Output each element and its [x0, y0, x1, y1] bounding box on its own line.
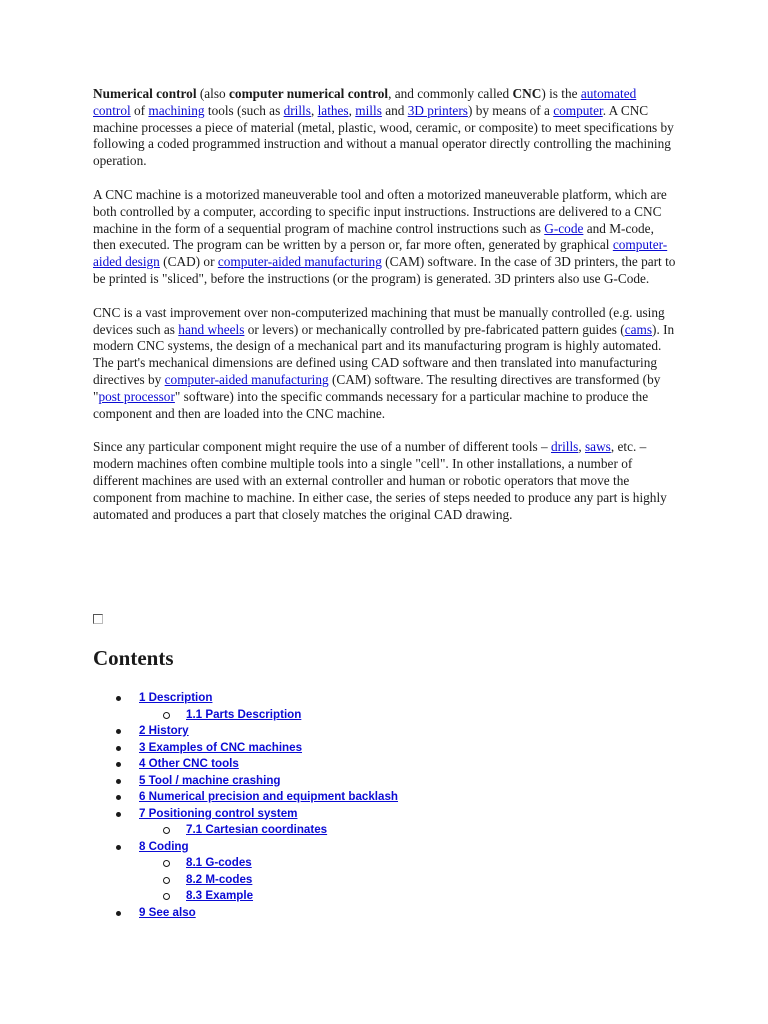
text-run: A CNC machine is a motorized maneuverable tool and often a motorized maneuverable platform, which are both controlled by a computer, according to specific input instructions. Instructions are delivered to a CNC machine in the form of a sequential program of machine control instructions such as: [93, 186, 667, 236]
toc-link[interactable]: 6 Numerical precision and equipment backlash: [139, 790, 399, 803]
toc-toggle-checkbox[interactable]: [93, 614, 103, 624]
paragraph-improvement: [93, 305, 677, 423]
text-run: Since any particular component might require the use of a number of different tools –: [93, 439, 551, 455]
toc-subitem: [93, 822, 677, 839]
inline-link[interactable]: saws: [585, 439, 611, 455]
text-run: tools (such as: [204, 102, 284, 118]
text-run: and M-code, then executed. The program can be written by a person or, far more often, generated by graphical: [93, 220, 654, 253]
toc-link[interactable]: 8.2 M-codes: [186, 872, 253, 886]
text-run: ). In modern CNC systems, the design of a mechanical part and its manufacturing program is highly automated. The part's mechanical dimensions are defined using CAD software and then translated into manufacturing directives by: [93, 321, 675, 387]
toc-item: [93, 806, 677, 823]
hollow-bullet-icon: [163, 827, 170, 834]
text-run: ,: [310, 102, 318, 118]
text-run: , etc. – modern machines often combine multiple tools into a single "cell". In other installations, a number of different machines are used with an external controller and human or robotic operators that move the component from machine to machine. In either case, the series of steps needed to produce any part is highly automated and produces a part that closely matches the original CAD drawing.: [93, 439, 667, 522]
inline-link[interactable]: drills: [551, 439, 579, 455]
inline-link[interactable]: computer-aided manufacturing: [217, 254, 382, 270]
toc-item: [93, 690, 677, 707]
table-of-contents: [93, 690, 677, 921]
text-run: (CAM) software. The resulting directives are transformed (by ": [93, 371, 661, 404]
text-run: " software) into the specific commands necessary for a particular machine to produce the component and then are loaded into the CNC machine.: [93, 388, 649, 421]
toc-link[interactable]: 3 Examples of CNC machines: [139, 740, 303, 754]
bullet-icon: [116, 779, 121, 784]
text-run: or levers) or mechanically controlled by pre-fabricated pattern guides (: [244, 321, 625, 337]
inline-link[interactable]: lathes: [317, 102, 349, 118]
inline-link[interactable]: post processor: [98, 388, 175, 404]
text-run: (also: [196, 86, 230, 101]
bold-term: CNC: [512, 86, 542, 101]
toc-item: [93, 789, 677, 806]
bullet-icon: [116, 812, 121, 817]
text-run: ,: [348, 102, 356, 118]
text-run: and: [381, 102, 408, 118]
toc-link[interactable]: 9 See also: [139, 905, 196, 919]
paragraph-multiple-tools: [93, 439, 677, 523]
inline-link[interactable]: computer-aided manufacturing: [164, 371, 329, 387]
article-body: [93, 86, 677, 919]
paragraph-cnc-machine: [93, 187, 677, 288]
bold-term: Numerical control: [93, 86, 197, 101]
bullet-icon: [116, 911, 121, 916]
toc-link[interactable]: 8.1 G-codes: [186, 856, 252, 869]
text-run: , and commonly called: [388, 86, 513, 101]
text-run: ) by means of a: [467, 102, 554, 118]
inline-link[interactable]: 3D printers: [407, 102, 468, 118]
toc-link[interactable]: 8.3 Example: [186, 889, 254, 902]
inline-link[interactable]: drills: [283, 102, 311, 118]
hollow-bullet-icon: [163, 877, 170, 884]
toc-item: [93, 839, 677, 856]
text-run: of: [130, 102, 149, 118]
bullet-icon: [116, 762, 121, 767]
toc-item: [93, 740, 677, 757]
bullet-icon: [116, 845, 121, 850]
inline-link[interactable]: machining: [148, 102, 205, 118]
inline-link[interactable]: automated control: [93, 86, 637, 118]
bullet-icon: [116, 696, 121, 701]
toc-link[interactable]: 7 Positioning control system: [139, 806, 298, 820]
bullet-icon: [116, 795, 121, 800]
inline-link[interactable]: computer-aided design: [93, 237, 668, 270]
inline-link[interactable]: hand wheels: [178, 321, 245, 337]
hollow-bullet-icon: [163, 893, 170, 900]
bullet-icon: [116, 746, 121, 751]
toc-link[interactable]: 5 Tool / machine crashing: [139, 773, 281, 787]
toc-item: [93, 723, 677, 740]
paragraph-intro: [93, 86, 677, 170]
text-run: (CAM) software. In the case of 3D printers, the part to be printed is "sliced", before the instructions (or the program) is generated. 3D printers also use G-Code.: [93, 254, 676, 286]
text-run: . A CNC machine processes a piece of material (metal, plastic, wood, ceramic, or composite) to meet specifications by following a coded programmed instruction and without a manual operator directly controlling the machining operation.: [93, 102, 674, 169]
hollow-bullet-icon: [163, 712, 170, 719]
inline-link[interactable]: computer: [553, 102, 603, 118]
toc-link[interactable]: 7.1 Cartesian coordinates: [186, 823, 328, 836]
toc-subitem: [93, 872, 677, 889]
toc-link[interactable]: 1 Description: [139, 691, 213, 704]
toc-subitem: [93, 855, 677, 872]
inline-link[interactable]: mills: [355, 102, 382, 118]
bullet-icon: [116, 729, 121, 734]
inline-link[interactable]: cams: [624, 321, 653, 337]
toc-subitem: [93, 888, 677, 905]
toc-item: [93, 905, 677, 922]
inline-link[interactable]: G-code: [544, 220, 584, 236]
bold-term: computer numerical control: [229, 86, 389, 101]
hollow-bullet-icon: [163, 860, 170, 867]
toc-link[interactable]: 8 Coding: [139, 839, 189, 853]
toc-link[interactable]: 2 History: [139, 724, 189, 737]
toc-link[interactable]: 4 Other CNC tools: [139, 757, 239, 770]
toc-subitem: [93, 707, 677, 724]
contents-heading: Contents: [93, 646, 174, 670]
toc-item: [93, 773, 677, 790]
text-run: (CAD) or: [159, 254, 218, 270]
toc-link[interactable]: 1.1 Parts Description: [186, 707, 302, 721]
text-run: ) is the: [541, 86, 581, 101]
toc-item: [93, 756, 677, 773]
text-run: CNC is a vast improvement over non-computerized machining that must be manually controlled (e.g. using devices such as: [93, 304, 665, 337]
text-run: ,: [578, 439, 585, 455]
